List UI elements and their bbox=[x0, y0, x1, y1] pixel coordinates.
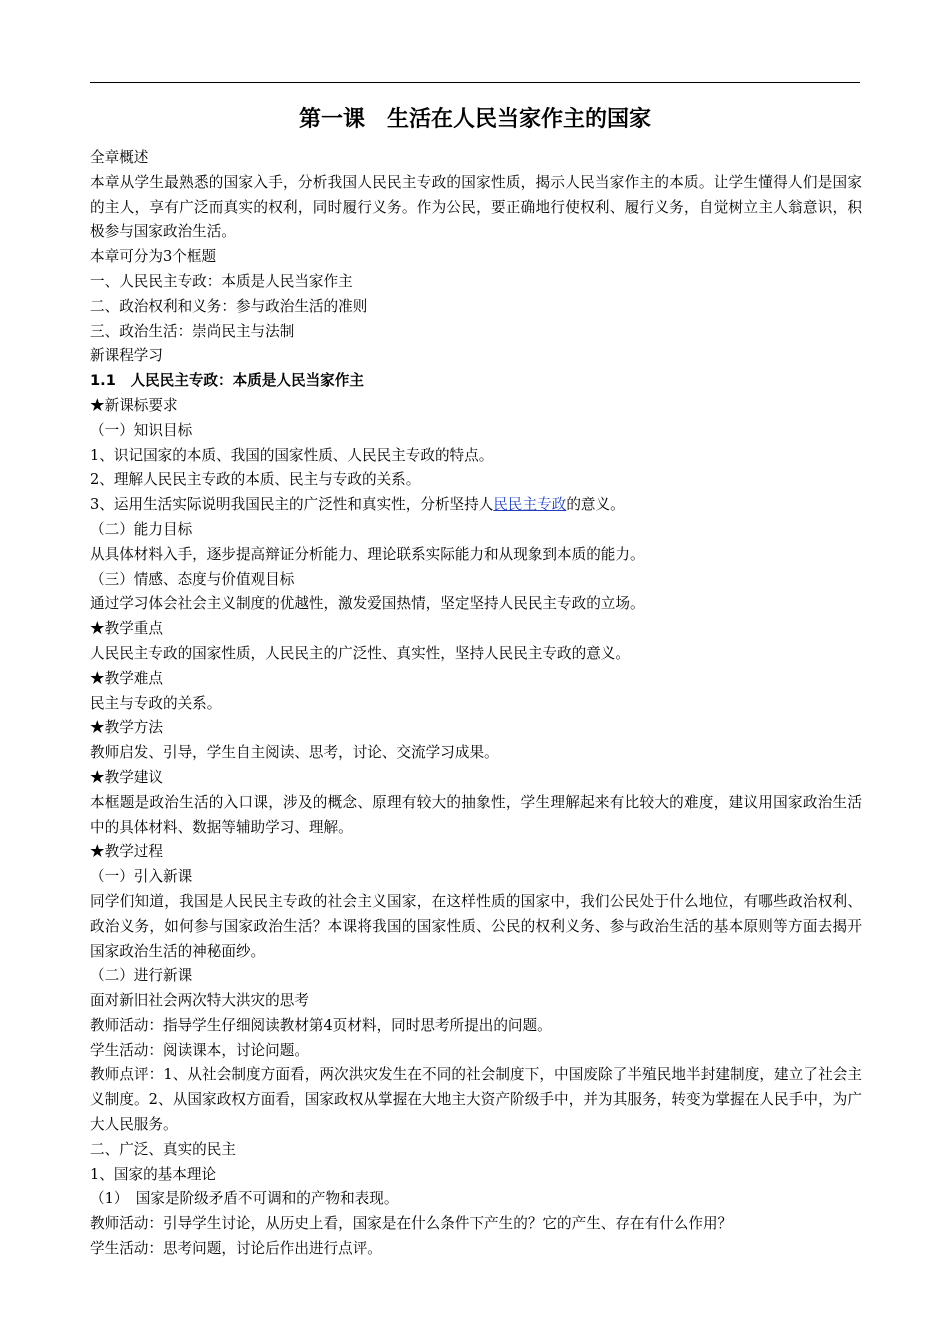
paragraph: 面对新旧社会两次特大洪灾的思考 bbox=[90, 992, 309, 1010]
paragraph: 通过学习体会社会主义制度的优越性，激发爱国热情，坚定坚持人民民主专政的立场。 bbox=[90, 595, 645, 613]
paragraph: 本章从学生最熟悉的国家入手，分析我国人民民主专政的国家性质，揭示人民当家作主的本质。让学生懂得人们是国家的主人，享有广泛而真实的权利，同时履行义务。作为公民，要正确地行使权利、履行义务，自觉树立主人翁意识，积极参与国家政治生活。 bbox=[90, 173, 862, 241]
paragraph: 人民民主专政的国家性质，人民民主的广泛性、真实性，坚持人民民主专政的意义。 bbox=[90, 644, 630, 662]
paragraph: （三）情感、态度与价值观目标 bbox=[90, 570, 295, 588]
paragraph: ★教学过程 bbox=[90, 843, 163, 861]
paragraph: 教师活动：指导学生仔细阅读教材第4页材料，同时思考所提出的问题。 bbox=[90, 1016, 552, 1034]
paragraph: ★教学难点 bbox=[90, 669, 163, 687]
paragraph: （二）能力目标 bbox=[90, 520, 193, 538]
paragraph: （二）进行新课 bbox=[90, 967, 193, 985]
paragraph: ★教学建议 bbox=[90, 768, 163, 786]
paragraph: 新课程学习 bbox=[90, 347, 163, 365]
paragraph: 教师点评：1、从社会制度方面看，两次洪灾发生在不同的社会制度下，中国废除了半殖民地半封建制度，建立了社会主义制度。2、从国家政权方面看，国家政权从掌握在大地主大资产阶级手中，并为其服务，转变为掌握在人民手中，为广大人民服务。 bbox=[90, 1066, 862, 1134]
paragraph: 2、理解人民民主专政的本质、民主与专政的关系。 bbox=[90, 471, 421, 489]
text-before-link: 3、运用生活实际说明我国民主的广泛性和真实性，分析坚持人 bbox=[90, 496, 494, 514]
paragraph: 学生活动：思考问题，讨论后作出进行点评。 bbox=[90, 1240, 382, 1258]
text-after-link: 的意义。 bbox=[566, 496, 625, 514]
page-title: 第一课 生活在人民当家作主的国家 bbox=[298, 107, 651, 132]
document-body bbox=[90, 146, 862, 1262]
paragraph: 全章概述 bbox=[90, 149, 149, 166]
paragraph: 二、政治权利和义务：参与政治生活的准则 bbox=[90, 297, 368, 315]
paragraph: 学生活动：阅读课本，讨论问题。 bbox=[90, 1041, 309, 1059]
paragraph: 本框题是政治生活的入口课，涉及的概念、原理有较大的抽象性，学生理解起来有比较大的难度，建议用国家政治生活中的具体材料、数据等辅助学习、理解。 bbox=[90, 793, 862, 836]
paragraph: ★教学方法 bbox=[90, 719, 163, 737]
paragraph: ★新课标要求 bbox=[90, 396, 178, 414]
paragraph: 二、广泛、真实的民主 bbox=[90, 1140, 236, 1158]
paragraph: 民主与专政的关系。 bbox=[90, 694, 222, 712]
paragraph: 三、政治生活：崇尚民主与法制 bbox=[90, 322, 295, 340]
header-rule bbox=[90, 82, 860, 83]
paragraph: 1、识记国家的本质、我国的国家性质、人民民主专政的特点。 bbox=[90, 446, 494, 464]
hyperlink[interactable]: 民民主专政 bbox=[493, 496, 567, 514]
paragraph: ★教学重点 bbox=[90, 620, 163, 638]
paragraph: 从具体材料入手，逐步提高辩证分析能力、理论联系实际能力和从现象到本质的能力。 bbox=[90, 545, 645, 563]
paragraph: 教师活动：引导学生讨论，从历史上看，国家是在什么条件下产生的？它的产生、存在有什么作用？ bbox=[90, 1215, 733, 1233]
section-heading: 1.1 人民民主专政：本质是人民当家作主 bbox=[90, 372, 364, 390]
paragraph: （一）引入新课 bbox=[90, 868, 193, 886]
paragraph: 本章可分为3个框题 bbox=[90, 248, 217, 266]
paragraph: 一、人民民主专政：本质是人民当家作主 bbox=[90, 272, 353, 290]
paragraph: 教师启发、引导，学生自主阅读、思考，讨论、交流学习成果。 bbox=[90, 744, 499, 762]
paragraph: 同学们知道，我国是人民民主专政的社会主义国家，在这样性质的国家中，我们公民处于什么地位，有哪些政治权利、政治义务，如何参与国家政治生活？本课将我国的国家性质、公民的权利义务、参与政治生活的基本原则等方面去揭开国家政治生活的神秘面纱。 bbox=[90, 892, 862, 960]
paragraph-with-link bbox=[90, 493, 862, 518]
paragraph: 1、国家的基本理论 bbox=[90, 1165, 217, 1183]
paragraph: （一）知识目标 bbox=[90, 421, 193, 439]
paragraph: （1） 国家是阶级矛盾不可调和的产物和表现。 bbox=[90, 1190, 399, 1208]
